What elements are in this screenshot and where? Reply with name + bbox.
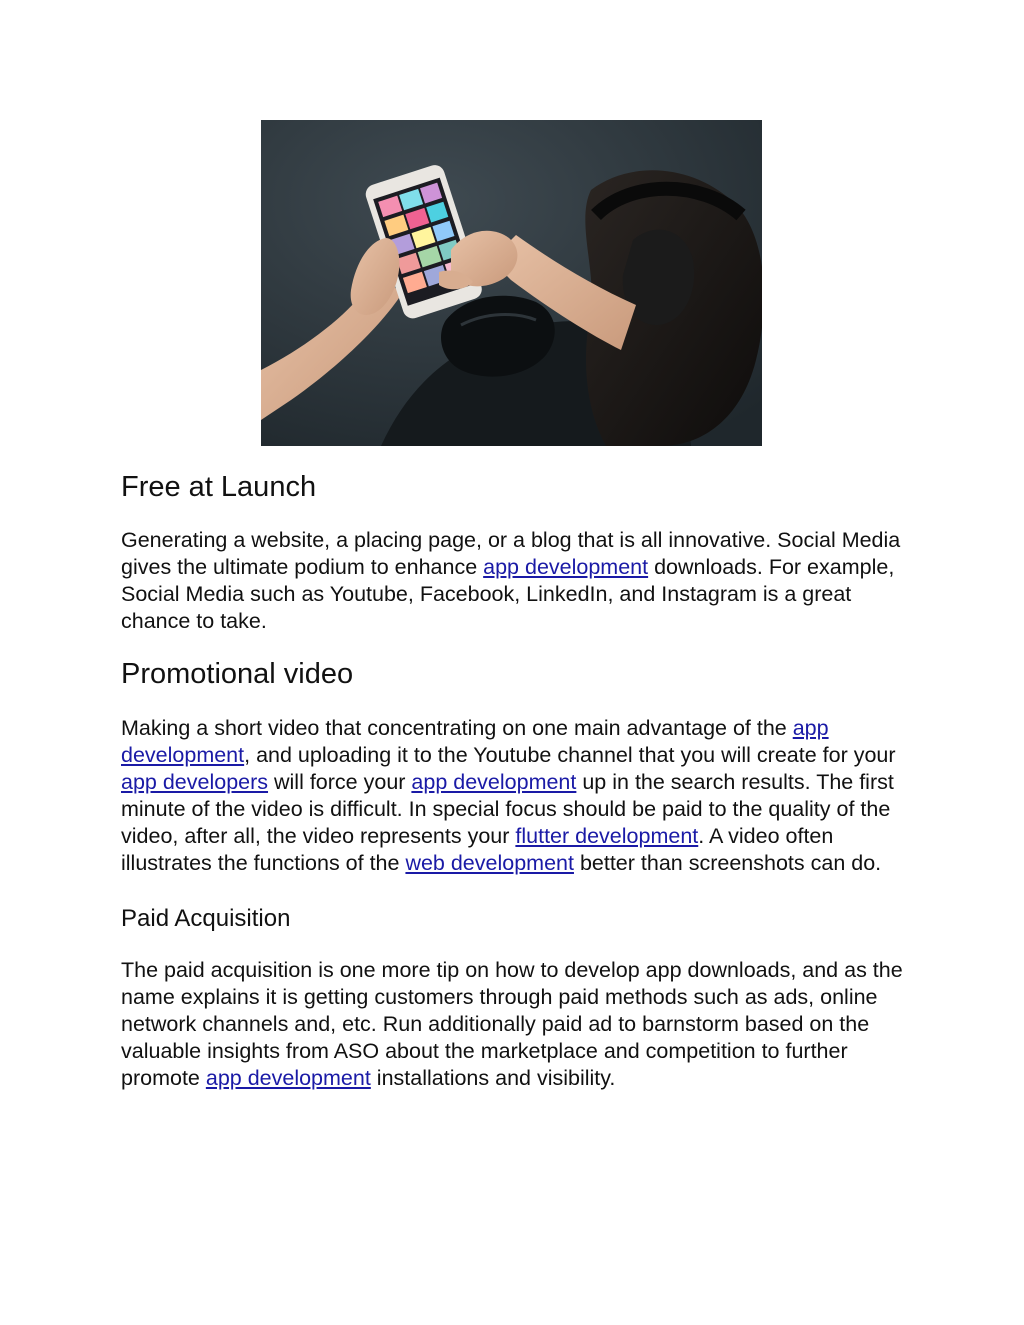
inline-link[interactable]: flutter development bbox=[515, 824, 699, 848]
inline-link[interactable]: app development bbox=[121, 716, 829, 767]
inline-link[interactable]: app development bbox=[411, 770, 577, 794]
paragraph-text: Making a short video that concentrating on one main advantage of the bbox=[121, 716, 793, 740]
section-free-at-launch bbox=[121, 466, 911, 635]
hero-photo bbox=[261, 120, 762, 446]
section-title: Promotional video bbox=[121, 658, 354, 690]
section-paid-acquisition bbox=[121, 901, 911, 1092]
section-paragraph bbox=[121, 715, 911, 877]
section-title: Free at Launch bbox=[121, 471, 317, 503]
article bbox=[121, 466, 911, 1092]
inline-link[interactable]: app development bbox=[205, 1066, 371, 1090]
section-paragraph bbox=[121, 957, 911, 1092]
paragraph-text: . A video often illustrates the functions of the bbox=[121, 824, 834, 875]
inline-link[interactable]: web development bbox=[405, 851, 574, 875]
paragraph-text: Generating a website, a placing page, or a blog that is all innovative. Social Media gives the ultimate podium to enhance bbox=[121, 528, 901, 579]
inline-link[interactable]: app development bbox=[483, 555, 649, 579]
paragraph-text: better than screenshots can do. bbox=[573, 851, 882, 875]
paragraph-text: downloads. For example, Social Media such as Youtube, Facebook, LinkedIn, and Instagram is a great chance to take. bbox=[121, 555, 895, 633]
section-promotional-video bbox=[121, 653, 911, 877]
section-title: Paid Acquisition bbox=[121, 905, 291, 932]
paragraph-text: installations and visibility. bbox=[370, 1066, 616, 1090]
paragraph-text: will force your bbox=[268, 770, 412, 794]
paragraph-text: , and uploading it to the Youtube channel that you will create for your bbox=[244, 743, 896, 767]
paragraph-text: The paid acquisition is one more tip on how to develop app downloads, and as the name explains it is getting customers through paid methods such as ads, online network channels and, etc. Run additionally paid ad to barnstorm based on the valuable insights from ASO about the marketplace and competition to further promote bbox=[121, 958, 903, 1090]
paragraph-text: up in the search results. The first minute of the video is difficult. In special focus should be paid to the quality of the video, after all, the video represents your bbox=[121, 770, 894, 848]
section-paragraph bbox=[121, 527, 911, 635]
inline-link[interactable]: app developers bbox=[121, 770, 269, 794]
